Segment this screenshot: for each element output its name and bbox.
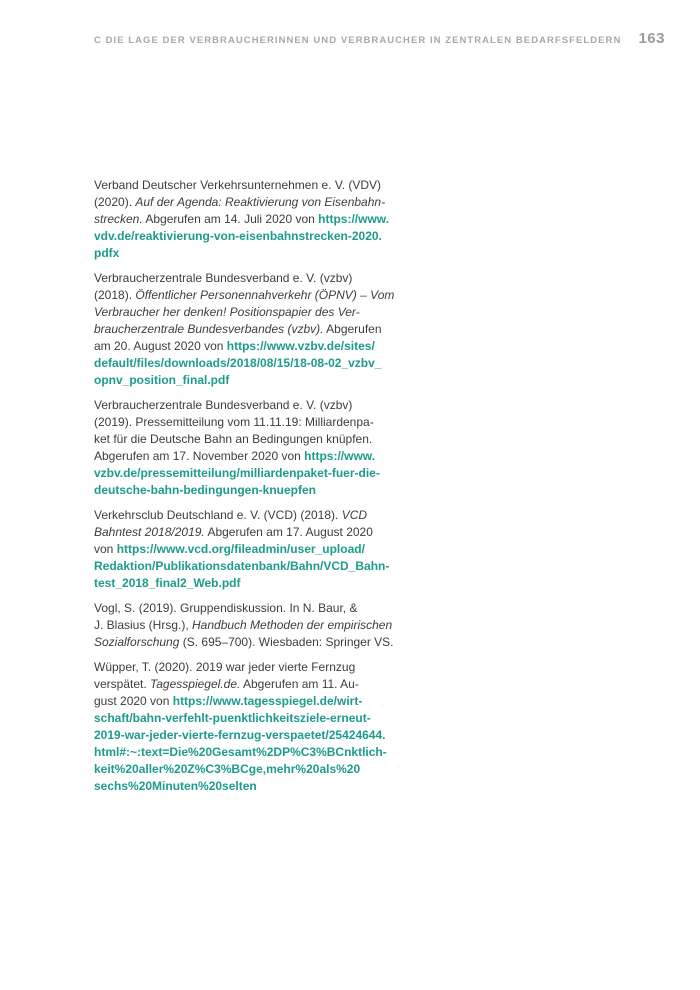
reference-link[interactable]: keit%20aller%20Z%C3%BCge,mehr%20als%20: [94, 762, 361, 776]
reference-link[interactable]: pdfx: [94, 246, 120, 260]
reference-link[interactable]: test_2018_final2_Web.pdf: [94, 576, 241, 590]
reference-text: Abgerufen am 14. Juli 2020 von: [142, 212, 319, 226]
reference-link[interactable]: https://www.tagesspiegel.de/wirt-: [172, 694, 363, 708]
reference-text: von: [94, 542, 117, 556]
reference-line: [94, 541, 424, 558]
reference-text: (2019). Pressemitteilung vom 11.11.19: Milliardenpa-: [94, 415, 374, 429]
reference-line: [94, 634, 424, 651]
reference-entry: [94, 507, 424, 592]
reference-link[interactable]: https://www.vcd.org/fileadmin/user_upload/: [116, 542, 365, 556]
reference-line: [94, 355, 424, 372]
reference-line: [94, 321, 424, 338]
reference-line: [94, 659, 424, 676]
reference-line: [94, 287, 424, 304]
reference-link[interactable]: default/files/downloads/2018/08/15/18-08-02_vzbv_: [94, 356, 382, 370]
reference-line: [94, 676, 424, 693]
reference-line: [94, 448, 424, 465]
reference-entry: [94, 177, 424, 262]
reference-line: [94, 414, 424, 431]
reference-text: Verkehrsclub Deutschland e. V. (VCD) (2018).: [94, 508, 342, 522]
reference-link[interactable]: https://www.vzbv.de/sites/: [226, 339, 375, 353]
reference-line: [94, 524, 424, 541]
reference-text: am 20. August 2020 von: [94, 339, 227, 353]
reference-line: [94, 507, 424, 524]
reference-line: [94, 575, 424, 592]
reference-title: VCD: [341, 508, 368, 522]
page-number: 163: [638, 30, 665, 47]
reference-line: [94, 372, 424, 389]
reference-text: J. Blasius (Hrsg.),: [94, 618, 193, 632]
reference-link[interactable]: html#:~:text=Die%20Gesamt%2DP%C3%BCnktlich-: [94, 745, 387, 759]
reference-text: gust 2020 von: [94, 694, 173, 708]
reference-title: Verbraucher her denken! Positionspapier des Ver-: [94, 305, 360, 319]
reference-text: verspätet.: [94, 677, 151, 691]
reference-line: [94, 431, 424, 448]
reference-text: Verband Deutscher Verkehrsunternehmen e. V. (VDV): [94, 178, 382, 192]
reference-title: Auf der Agenda: Reaktivierung von Eisenbahn-: [135, 195, 386, 209]
reference-line: [94, 558, 424, 575]
references-list: [94, 177, 424, 803]
reference-link[interactable]: vzbv.de/pressemitteilung/milliardenpaket-fuer-die-: [94, 466, 380, 480]
reference-link[interactable]: schaft/bahn-verfehlt-puenktlichkeitsziele-erneut-: [94, 711, 371, 725]
reference-line: [94, 744, 424, 761]
reference-line: [94, 482, 424, 499]
reference-link[interactable]: 2019-war-jeder-vierte-fernzug-verspaetet/25424644.: [94, 728, 386, 742]
reference-link[interactable]: deutsche-bahn-bedingungen-knuepfen: [94, 483, 316, 497]
reference-line: [94, 693, 424, 710]
reference-line: [94, 228, 424, 245]
reference-text: Verbraucherzentrale Bundesverband e. V. (vzbv): [94, 271, 353, 285]
reference-line: [94, 177, 424, 194]
reference-text: Abgerufen am 17. November 2020 von: [94, 449, 305, 463]
reference-line: [94, 727, 424, 744]
reference-title: Sozialforschung: [94, 635, 180, 649]
reference-text: ket für die Deutsche Bahn an Bedingungen knüpfen.: [94, 432, 373, 446]
reference-link[interactable]: Redaktion/Publikationsdatenbank/Bahn/VCD_Bahn-: [94, 559, 390, 573]
reference-entry: [94, 659, 424, 795]
reference-text: Abgerufen am 17. August 2020: [204, 525, 373, 539]
reference-entry: [94, 397, 424, 499]
reference-text: Vogl, S. (2019). Gruppendiskussion. In N. Baur, &: [94, 601, 358, 615]
reference-line: [94, 778, 424, 795]
reference-text: (2020).: [94, 195, 136, 209]
reference-line: [94, 465, 424, 482]
reference-line: [94, 397, 424, 414]
reference-entry: [94, 270, 424, 389]
reference-title: Tagesspiegel.de.: [150, 677, 241, 691]
reference-line: [94, 194, 424, 211]
reference-text: (S. 695–700). Wiesbaden: Springer VS.: [179, 635, 394, 649]
reference-line: [94, 245, 424, 262]
reference-line: [94, 761, 424, 778]
reference-title: Öffentlicher Personennahverkehr (ÖPNV) – Vom: [135, 288, 395, 302]
reference-text: Wüpper, T. (2020). 2019 war jeder vierte Fernzug: [94, 660, 356, 674]
reference-line: [94, 211, 424, 228]
reference-link[interactable]: vdv.de/reaktivierung-von-eisenbahnstrecken-2020.: [94, 229, 382, 243]
running-header-title: C DIE LAGE DER VERBRAUCHERINNEN UND VERBRAUCHER IN ZENTRALEN BEDARFSFELDERN: [94, 35, 622, 46]
reference-link[interactable]: sechs%20Minuten%20selten: [94, 779, 257, 793]
reference-line: [94, 304, 424, 321]
reference-title: braucherzentrale Bundesverbandes (vzbv).: [94, 322, 324, 336]
reference-line: [94, 270, 424, 287]
reference-title: strecken.: [94, 212, 143, 226]
reference-text: Abgerufen am 11. Au-: [240, 677, 359, 691]
reference-link[interactable]: https://www.: [318, 212, 390, 226]
reference-line: [94, 338, 424, 355]
reference-line: [94, 617, 424, 634]
reference-text: Verbraucherzentrale Bundesverband e. V. (vzbv): [94, 398, 353, 412]
running-header: [94, 30, 665, 47]
reference-title: Bahntest 2018/2019.: [94, 525, 205, 539]
reference-text: Abgerufen: [323, 322, 382, 336]
reference-text: (2018).: [94, 288, 136, 302]
reference-line: [94, 600, 424, 617]
reference-entry: [94, 600, 424, 651]
reference-link[interactable]: opnv_position_final.pdf: [94, 373, 230, 387]
reference-link[interactable]: https://www.: [304, 449, 376, 463]
reference-line: [94, 710, 424, 727]
reference-title: Handbuch Methoden der empirischen: [192, 618, 393, 632]
